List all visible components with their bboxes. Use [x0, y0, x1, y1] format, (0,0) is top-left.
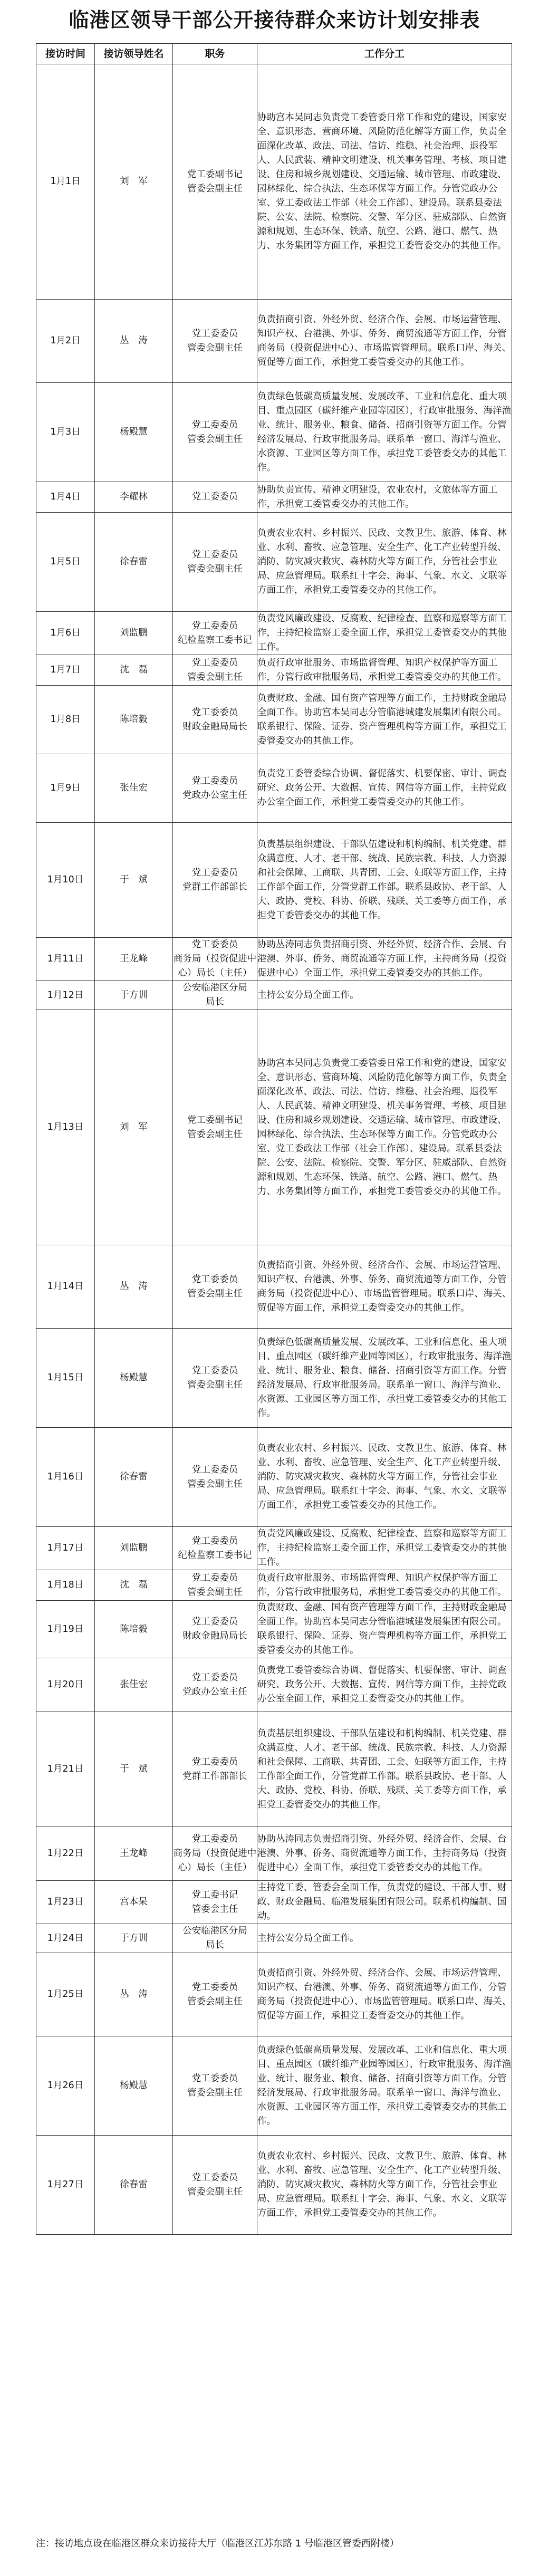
duties-cell: 负责党风廉政建设、反腐败、纪律检查、监察和巡察等方面工作，主持纪检监察工委全面工作，承担党工委管委交办的其他工作。	[257, 612, 512, 655]
visit-date-cell: 1月20日	[36, 1658, 95, 1712]
position-cell: 党工委委员 党政办公室主任	[173, 1658, 257, 1712]
leader-name-cell: 陈培毅	[95, 1601, 173, 1658]
table-row	[36, 1245, 512, 1329]
footnote: 注：接访地点设在临港区群众来访接待大厅（临港区江苏东路 1 号临港区管委西附楼）	[36, 2538, 399, 2549]
leader-name-cell: 刘监鹏	[95, 612, 173, 655]
visit-date-cell: 1月22日	[36, 1827, 95, 1881]
position-cell: 党工委委员 管委会副主任	[173, 513, 257, 612]
leader-name-cell: 于 斌	[95, 1712, 173, 1827]
position-cell: 党工委委员 纪检监察工委书记	[173, 612, 257, 655]
visit-date-cell: 1月27日	[36, 2136, 95, 2235]
visit-date-cell: 1月3日	[36, 383, 95, 482]
leader-name-cell: 杨殿慧	[95, 2036, 173, 2136]
duties-cell: 负责党风廉政建设、反腐败、纪律检查、监察和巡察等方面工作，主持纪检监察工委全面工作，承担党工委管委交办的其他工作。	[257, 1527, 512, 1570]
position-cell: 党工委委员 管委会副主任	[173, 1245, 257, 1329]
table-row	[36, 938, 512, 981]
visit-date-cell: 1月23日	[36, 1881, 95, 1924]
position-cell: 党工委委员 商务局（投资促进中心）局长（主任）	[173, 1827, 257, 1881]
leader-name-cell: 杨殿慧	[95, 1329, 173, 1428]
leader-name-cell: 李耀林	[95, 482, 173, 513]
visit-date-cell: 1月26日	[36, 2036, 95, 2136]
duties-cell: 负责基层组织建设、干部队伍建设和机构编制、机关党建、群众满意度、人才、老干部、统战、民族宗教、科技、人力资源和社会保障、工商联、共青团、工会、妇联等方面工作，主持工作部全面工作，分管党群工作部。联系县政协、老干部、人大、政协、党校、科协、侨联、残联、关工委等方面工作，承担党工委管委交办的其他工作。	[257, 1712, 512, 1827]
duties-cell: 负责财政、金融、国有资产管理等方面工作，主持财政金融局全面工作。协助宫本吴同志分管临港城建发展集团有限公司。联系银行、保险、证券、资产管理机构等方面工作，承担党工委管委交办的其他工作。	[257, 1601, 512, 1658]
duties-cell: 负责行政审批服务、市场监督管理、知识产权保护等方面工作，分管行政审批服务局，承担党工委管委交办的其他工作。	[257, 1570, 512, 1601]
duties-cell: 协助丛涛同志负责招商引资、外经外贸、经济合作、会展、台港澳、外事、侨务、商贸流通等方面工作，主持商务局（投资促进中心）全面工作，承担党工委管委交办的其他工作。	[257, 1827, 512, 1881]
page-title: 临港区领导干部公开接待群众来访计划安排表	[69, 8, 480, 32]
leader-name-cell: 丛 涛	[95, 300, 173, 383]
table-row	[36, 2036, 512, 2136]
leader-name-cell: 王龙峰	[95, 938, 173, 981]
schedule-body	[36, 64, 512, 2235]
leader-name-cell: 刘 军	[95, 64, 173, 300]
duties-cell: 负责绿色低碳高质量发展、发展改革、工业和信息化、重大项目、重点园区（碳纤维产业园等园区），行政审批服务、海洋渔业、统计、服务业、粮食、储备、招商引资等方面工作。分管经济发展局、行政审批服务局。联系单一窗口、海洋与渔业、水资源、工业园区等方面工作，承担党工委管委交办的其他工作。	[257, 2036, 512, 2136]
table-row	[36, 1329, 512, 1428]
position-cell: 党工委委员 管委会副主任	[173, 1428, 257, 1527]
visit-date-cell: 1月18日	[36, 1570, 95, 1601]
position-cell: 党工委委员	[173, 482, 257, 513]
leader-name-cell: 沈 磊	[95, 655, 173, 686]
leader-name-cell: 丛 涛	[95, 1245, 173, 1329]
duties-cell: 主持公安分局全面工作。	[257, 981, 512, 1010]
duties-cell: 协助丛涛同志负责招商引资、外经外贸、经济合作、会展、台港澳、外事、侨务、商贸流通等方面工作，主持商务局（投资促进中心）全面工作，承担党工委管委交办的其他工作。	[257, 938, 512, 981]
position-cell: 党工委委员 管委会副主任	[173, 1953, 257, 2036]
position-cell: 党工委副书记 管委会副主任	[173, 64, 257, 300]
visit-date-cell: 1月8日	[36, 686, 95, 754]
leader-name-cell: 张佳宏	[95, 754, 173, 823]
visit-date-cell: 1月6日	[36, 612, 95, 655]
position-cell: 党工委委员 纪检监察工委书记	[173, 1527, 257, 1570]
table-row	[36, 1010, 512, 1245]
visit-date-cell: 1月2日	[36, 300, 95, 383]
duties-cell: 负责绿色低碳高质量发展、发展改革、工业和信息化、重大项目、重点园区（碳纤维产业园等园区），行政审批服务、海洋渔业、统计、服务业、粮食、储备、招商引资等方面工作。分管经济发展局、行政审批服务局。联系单一窗口、海洋与渔业、水资源、工业园区等方面工作，承担党工委管委交办的其他工作。	[257, 1329, 512, 1428]
duties-cell: 负责基层组织建设、干部队伍建设和机构编制、机关党建、群众满意度、人才、老干部、统战、民族宗教、科技、人力资源和社会保障、工商联、共青团、工会、妇联等方面工作，主持工作部全面工作，分管党群工作部。联系县政协、老干部、人大、政协、党校、科协、侨联、残联、关工委等方面工作，承担党工委管委交办的其他工作。	[257, 823, 512, 938]
position-cell: 党工委委员 党政办公室主任	[173, 754, 257, 823]
duties-cell: 负责招商引资、外经外贸、经济合作、会展、市场运营管理、知识产权、台港澳、外事、侨务、商贸流通等方面工作，分管商务局（投资促进中心）、市场监管管理局。联系口岸、海关、贸促等方面工作，承担党工委管委交办的其他工作。	[257, 1245, 512, 1329]
duties-cell: 负责行政审批服务、市场监督管理、知识产权保护等方面工作，分管行政审批服务局，承担党工委管委交办的其他工作。	[257, 655, 512, 686]
visit-date-cell: 1月7日	[36, 655, 95, 686]
position-cell: 党工委委员 党群工作部部长	[173, 823, 257, 938]
position-cell: 公安临港区分局 局长	[173, 981, 257, 1010]
table-row	[36, 823, 512, 938]
table-row	[36, 1570, 512, 1601]
duties-cell: 负责农业农村、乡村振兴、民政、文教卫生、旅游、体育、林业、水利、畜牧、应急管理、安全生产、化工产业转型升级、消防、防灾减灾救灾、森林防火等方面工作，分管社会事业局、应急管理局。联系红十字会、海事、气象、水文、文联等方面工作，承担党工委管委交办的其他工作。	[257, 1428, 512, 1527]
position-cell: 党工委委员 管委会副主任	[173, 300, 257, 383]
table-row	[36, 1881, 512, 1924]
table-header-row	[36, 44, 512, 64]
table-row	[36, 655, 512, 686]
table-row	[36, 1601, 512, 1658]
leader-name-cell: 徐春雷	[95, 513, 173, 612]
visit-date-cell: 1月10日	[36, 823, 95, 938]
table-row	[36, 981, 512, 1010]
header-leader-name: 接访领导姓名	[95, 44, 173, 64]
duties-cell: 负责党工委管委综合协调、督促落实、机要保密、审计、调查研究、政务公开、大数据、宣传、网信等方面工作，主持党政办公室全面工作，承担党工委管委交办的其他工作。	[257, 754, 512, 823]
table-row	[36, 1658, 512, 1712]
position-cell: 党工委委员 管委会副主任	[173, 383, 257, 482]
position-cell: 党工委委员 商务局（投资促进中心）局长（主任）	[173, 938, 257, 981]
position-cell: 党工委委员 管委会副主任	[173, 655, 257, 686]
header-duties: 工作分工	[257, 44, 512, 64]
table-row	[36, 1924, 512, 1953]
leader-name-cell: 于方训	[95, 981, 173, 1010]
leader-name-cell: 沈 磊	[95, 1570, 173, 1601]
position-cell: 公安临港区分局 局长	[173, 1924, 257, 1953]
header-visit-date: 接访时间	[36, 44, 95, 64]
table-row	[36, 754, 512, 823]
table-row	[36, 513, 512, 612]
duties-cell: 协助负责宣传、精神文明建设，农业农村，文旅体等方面工作，承担党工委管委交办的其他工作。	[257, 482, 512, 513]
visit-date-cell: 1月1日	[36, 64, 95, 300]
position-cell: 党工委委员 财政金融局局长	[173, 686, 257, 754]
position-cell: 党工委委员 管委会副主任	[173, 1570, 257, 1601]
position-cell: 党工委委员 财政金融局局长	[173, 1601, 257, 1658]
position-cell: 党工委委员 党群工作部部长	[173, 1712, 257, 1827]
table-row	[36, 1527, 512, 1570]
leader-name-cell: 刘监鹏	[95, 1527, 173, 1570]
visit-date-cell: 1月21日	[36, 1712, 95, 1827]
leader-name-cell: 宫本呆	[95, 1881, 173, 1924]
table-row	[36, 1428, 512, 1527]
leader-name-cell: 丛 涛	[95, 1953, 173, 2036]
leader-name-cell: 于 斌	[95, 823, 173, 938]
visit-date-cell: 1月25日	[36, 1953, 95, 2036]
visit-date-cell: 1月16日	[36, 1428, 95, 1527]
duties-cell: 负责招商引资、外经外贸、经济合作、会展、市场运营管理、知识产权、台港澳、外事、侨务、商贸流通等方面工作，分管商务局（投资促进中心）、市场监管管理局。联系口岸、海关、贸促等方面工作，承担党工委管委交办的其他工作。	[257, 300, 512, 383]
visit-date-cell: 1月14日	[36, 1245, 95, 1329]
leader-name-cell: 于方训	[95, 1924, 173, 1953]
visit-date-cell: 1月24日	[36, 1924, 95, 1953]
leader-name-cell: 徐春雷	[95, 1428, 173, 1527]
visit-date-cell: 1月9日	[36, 754, 95, 823]
duties-cell: 主持党工委、管委会全面工作，负责党的建设、干部人事、财政、财政金融局、临港发展集团有限公司。联系机构编制、国动。	[257, 1881, 512, 1924]
duties-cell: 协助宫本吴同志负责党工委管委日常工作和党的建设，国家安全、意识形态、营商环境、风险防范化解等方面工作，负责全面深化改革、政法、司法、信访、维稳、社会治理、退役军人、人民武装、精神文明建设、机关事务管理、考核、项目建设、住房和城乡规划建设、交通运输、城市管理、市政建设、园林绿化、综合执法、生态环保等方面工作。分管党政办公室、党工委政法工作部（社会工作部）、建设局。联系县委法院、公安、法院、检察院、交警、军分区、驻威部队、自然资源和规划、生态环保、铁路、航空、公路、港口、燃气、热力、水务集团等方面工作，承担党工委管委交办的其他工作。	[257, 1010, 512, 1245]
position-cell: 党工委副书记 管委会副主任	[173, 1010, 257, 1245]
visit-date-cell: 1月4日	[36, 482, 95, 513]
table-row	[36, 1953, 512, 2036]
duties-cell: 协助宫本吴同志负责党工委管委日常工作和党的建设，国家安全、意识形态、营商环境、风险防范化解等方面工作，负责全面深化改革、政法、司法、信访、维稳、社会治理、退役军人、人民武装、精神文明建设、机关事务管理、考核、项目建设、住房和城乡规划建设、交通运输、城市管理、市政建设、园林绿化、综合执法、生态环保等方面工作。分管党政办公室、党工委政法工作部（社会工作部）、建设局。联系县委法院、公安、法院、检察院、交警、军分区、驻威部队、自然资源和规划、生态环保、铁路、航空、公路、港口、燃气、热力、水务集团等方面工作，承担党工委管委交办的其他工作。	[257, 64, 512, 300]
table-row	[36, 383, 512, 482]
header-position: 职务	[173, 44, 257, 64]
position-cell: 党工委委员 管委会副主任	[173, 1329, 257, 1428]
leader-name-cell: 徐春雷	[95, 2136, 173, 2235]
position-cell: 党工委委员 管委会副主任	[173, 2036, 257, 2136]
leader-name-cell: 杨殿慧	[95, 383, 173, 482]
table-row	[36, 482, 512, 513]
leader-name-cell: 张佳宏	[95, 1658, 173, 1712]
duties-cell: 负责农业农村、乡村振兴、民政、文教卫生、旅游、体育、林业、水利、畜牧、应急管理、安全生产、化工产业转型升级、消防、防灾减灾救灾、森林防火等方面工作，分管社会事业局、应急管理局。联系红十字会、海事、气象、水文、文联等方面工作，承担党工委管委交办的其他工作。	[257, 2136, 512, 2235]
visit-date-cell: 1月17日	[36, 1527, 95, 1570]
table-row	[36, 2136, 512, 2235]
duties-cell: 负责农业农村、乡村振兴、民政、文教卫生、旅游、体育、林业、水利、畜牧、应急管理、安全生产、化工产业转型升级、消防、防灾减灾救灾、森林防火等方面工作，分管社会事业局、应急管理局。联系红十字会、海事、气象、水文、文联等方面工作，承担党工委管委交办的其他工作。	[257, 513, 512, 612]
visit-date-cell: 1月19日	[36, 1601, 95, 1658]
visit-date-cell: 1月5日	[36, 513, 95, 612]
table-row	[36, 64, 512, 300]
position-cell: 党工委委员 管委会副主任	[173, 2136, 257, 2235]
duties-cell: 负责财政、金融、国有资产管理等方面工作，主持财政金融局全面工作。协助宫本吴同志分管临港城建发展集团有限公司。联系银行、保险、证券、资产管理机构等方面工作，承担党工委管委交办的其他工作。	[257, 686, 512, 754]
schedule-table	[36, 43, 512, 2235]
table-row	[36, 1827, 512, 1881]
table-row	[36, 686, 512, 754]
table-row	[36, 612, 512, 655]
duties-cell: 主持公安分局全面工作。	[257, 1924, 512, 1953]
duties-cell: 负责党工委管委综合协调、督促落实、机要保密、审计、调查研究、政务公开、大数据、宣传、网信等方面工作，主持党政办公室全面工作，承担党工委管委交办的其他工作。	[257, 1658, 512, 1712]
visit-date-cell: 1月13日	[36, 1010, 95, 1245]
table-row	[36, 1712, 512, 1827]
leader-name-cell: 王龙峰	[95, 1827, 173, 1881]
visit-date-cell: 1月12日	[36, 981, 95, 1010]
visit-date-cell: 1月15日	[36, 1329, 95, 1428]
visit-date-cell: 1月11日	[36, 938, 95, 981]
duties-cell: 负责绿色低碳高质量发展、发展改革、工业和信息化、重大项目、重点园区（碳纤维产业园等园区），行政审批服务、海洋渔业、统计、服务业、粮食、储备、招商引资等方面工作。分管经济发展局、行政审批服务局。联系单一窗口、海洋与渔业、水资源、工业园区等方面工作，承担党工委管委交办的其他工作。	[257, 383, 512, 482]
leader-name-cell: 陈培毅	[95, 686, 173, 754]
position-cell: 党工委书记 管委会主任	[173, 1881, 257, 1924]
duties-cell: 负责招商引资、外经外贸、经济合作、会展、市场运营管理、知识产权、台港澳、外事、侨务、商贸流通等方面工作，分管商务局（投资促进中心）、市场监管管理局。联系口岸、海关、贸促等方面工作，承担党工委管委交办的其他工作。	[257, 1953, 512, 2036]
leader-name-cell: 刘 军	[95, 1010, 173, 1245]
table-row	[36, 300, 512, 383]
